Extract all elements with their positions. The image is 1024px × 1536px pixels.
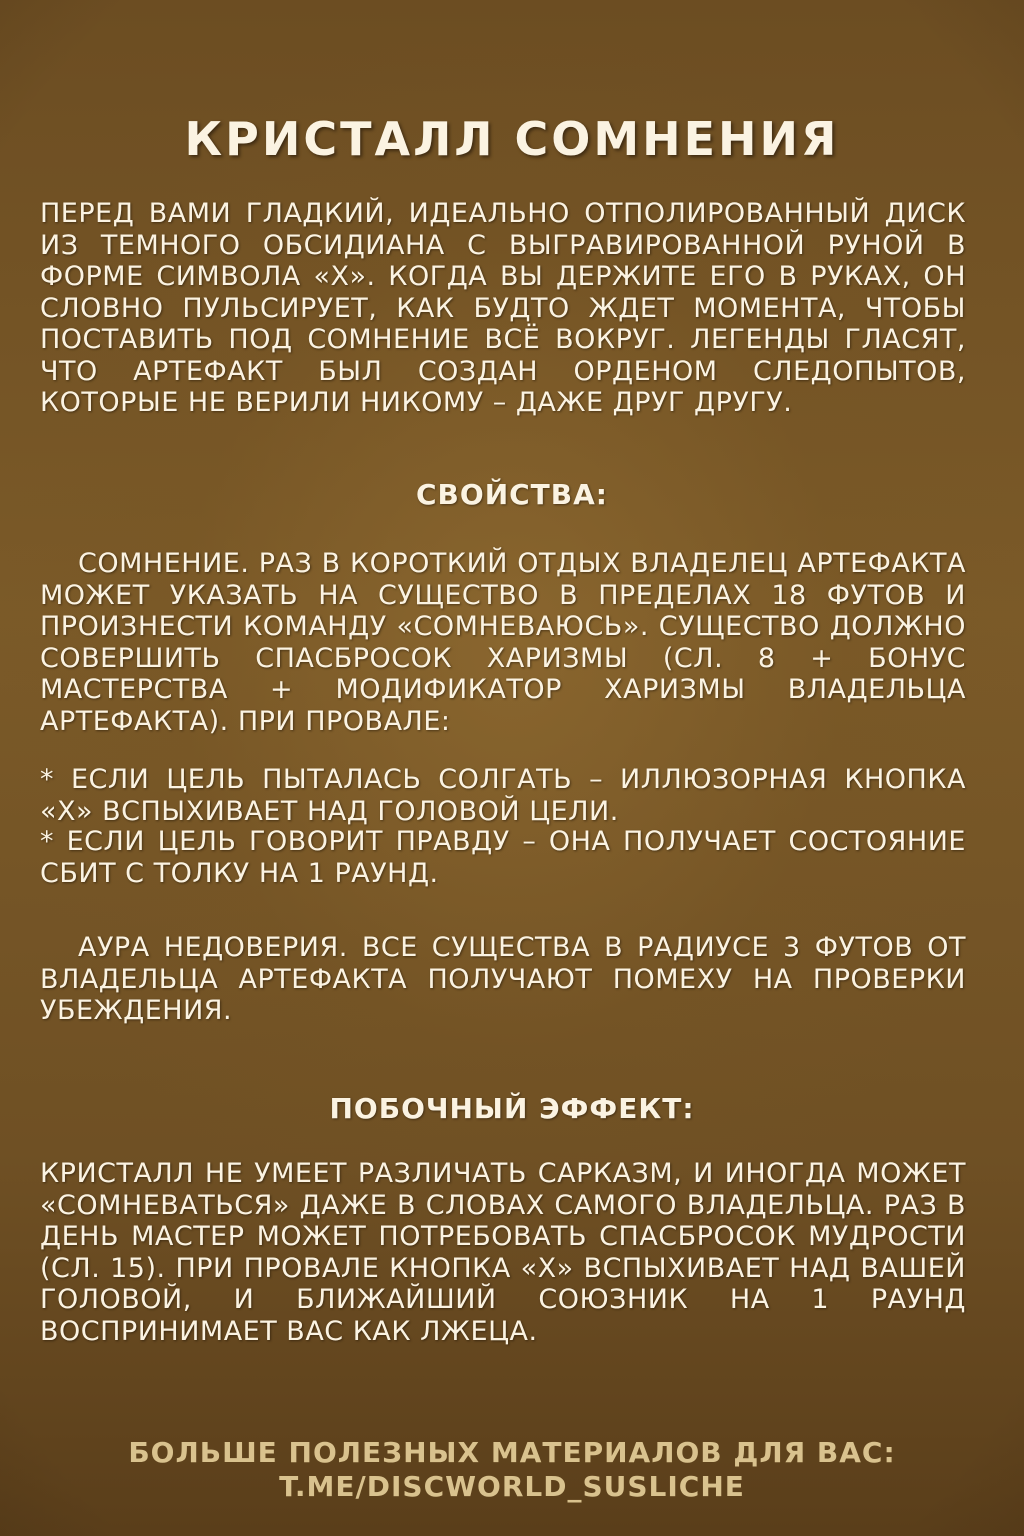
page-title: КРИСТАЛЛ СОМНЕНИЯ (184, 112, 840, 166)
footer-channel-link[interactable]: T.ME/DISCWORLD_SUSLICHE (279, 1470, 745, 1503)
side-effect-paragraph: КРИСТАЛЛ НЕ УМЕЕТ РАЗЛИЧАТЬ САРКАЗМ, И ИНОГДА МОЖЕТ «СОМНЕВАТЬСЯ» ДАЖЕ В СЛОВАХ САМОГО ВЛАДЕЛЬЦА. РАЗ В ДЕНЬ МАСТЕР МОЖЕТ ПОТРЕБОВАТЬ СПАСБРОСОК МУДРОСТИ (СЛ. 15). ПРИ ПРОВАЛЕ КНОПКА «X» ВСПЫХИВАЕТ НАД ВАШЕЙ ГОЛОВОЙ, И БЛИЖАЙШИЙ СОЮЗНИК НА 1 РАУНД ВОСПРИНИМАЕТ ВАС КАК ЛЖЕЦА. (40, 1158, 966, 1347)
bullet-truth: * ЕСЛИ ЦЕЛЬ ГОВОРИТ ПРАВДУ – ОНА ПОЛУЧАЕТ СОСТОЯНИЕ СБИТ С ТОЛКУ НА 1 РАУНД. (40, 826, 966, 889)
footer (0, 1436, 1024, 1504)
doubt-property-paragraph: СОМНЕНИЕ. РАЗ В КОРОТКИЙ ОТДЫХ ВЛАДЕЛЕЦ АРТЕФАКТА МОЖЕТ УКАЗАТЬ НА СУЩЕСТВО В ПРЕДЕЛАХ 18 ФУТОВ И ПРОИЗНЕСТИ КОМАНДУ «СОМНЕВАЮСЬ». СУЩЕСТВО ДОЛЖНО СОВЕРШИТЬ СПАСБРОСОК ХАРИЗМЫ (СЛ. 8 + БОНУС МАСТЕРСТВА + МОДИФИКАТОР ХАРИЗМЫ ВЛАДЕЛЬЦА АРТЕФАКТА). ПРИ ПРОВАЛЕ: (40, 548, 966, 737)
intro-paragraph: ПЕРЕД ВАМИ ГЛАДКИЙ, ИДЕАЛЬНО ОТПОЛИРОВАННЫЙ ДИСК ИЗ ТЕМНОГО ОБСИДИАНА С ВЫГРАВИРОВАННОЙ РУНОЙ В ФОРМЕ СИМВОЛА «X». КОГДА ВЫ ДЕРЖИТЕ ЕГО В РУКАХ, ОН СЛОВНО ПУЛЬСИРУЕТ, КАК БУДТО ЖДЕТ МОМЕНТА, ЧТОБЫ ПОСТАВИТЬ ПОД СОМНЕНИЕ ВСЁ ВОКРУГ. ЛЕГЕНДЫ ГЛАСЯТ, ЧТО АРТЕФАКТ БЫЛ СОЗДАН ОРДЕНОМ СЛЕДОПЫТОВ, КОТОРЫЕ НЕ ВЕРИЛИ НИКОМУ – ДАЖЕ ДРУГ ДРУГУ. (40, 198, 966, 418)
side-effect-heading: ПОБОЧНЫЙ ЭФФЕКТ: (329, 1092, 695, 1125)
aura-property-paragraph: АУРА НЕДОВЕРИЯ. ВСЕ СУЩЕСТВА В РАДИУСЕ 3 ФУТОВ ОТ ВЛАДЕЛЬЦА АРТЕФАКТА ПОЛУЧАЮТ ПОМЕХУ НА ПРОВЕРКИ УБЕЖДЕНИЯ. (40, 932, 966, 1026)
bullet-lie: * ЕСЛИ ЦЕЛЬ ПЫТАЛАСЬ СОЛГАТЬ – ИЛЛЮЗОРНАЯ КНОПКА «X» ВСПЫХИВАЕТ НАД ГОЛОВОЙ ЦЕЛИ. (40, 764, 966, 827)
footer-promo-text: БОЛЬШЕ ПОЛЕЗНЫХ МАТЕРИАЛОВ ДЛЯ ВАС: (128, 1436, 896, 1469)
properties-heading: СВОЙСТВА: (416, 478, 608, 511)
